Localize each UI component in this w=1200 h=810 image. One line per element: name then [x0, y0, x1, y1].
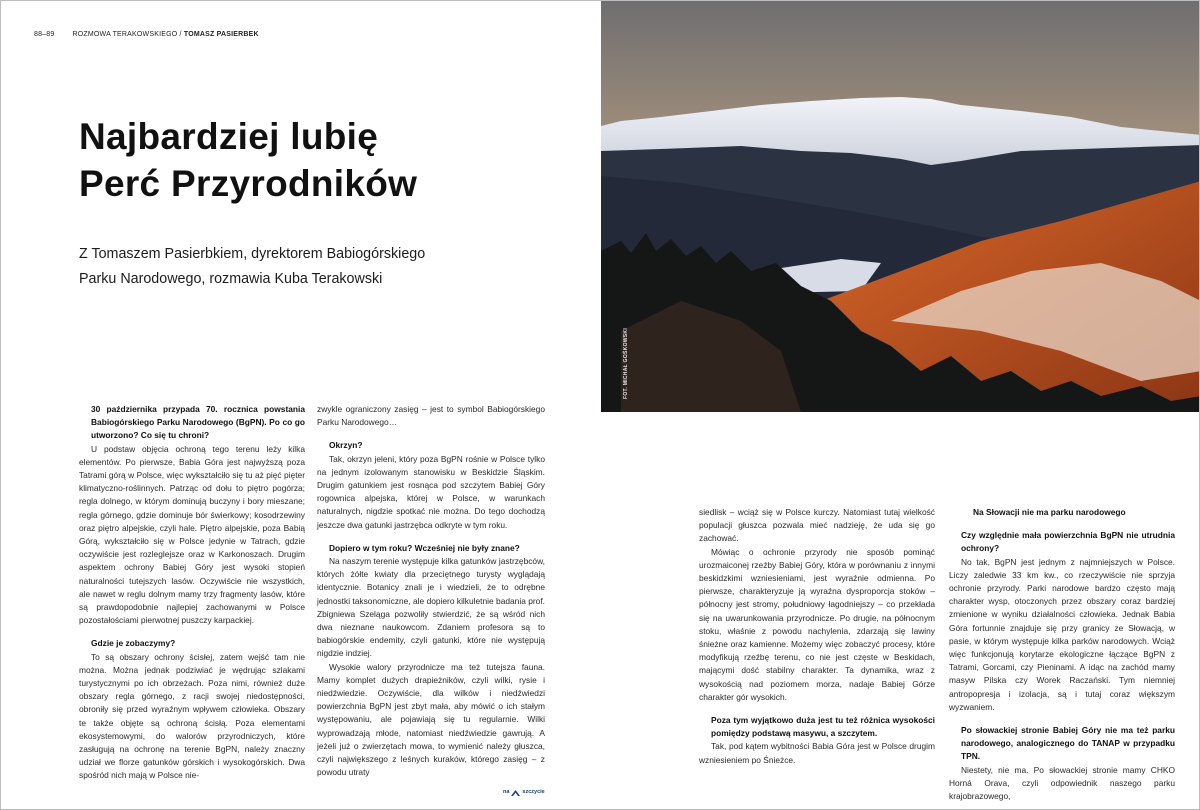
lead-line-2: Parku Narodowego, rozmawia Kuba Terakowski	[79, 271, 383, 287]
interview-question: Po słowackiej stronie Babiej Góry nie ma też parku narodowego, analogicznego do TANAP w przypadku TPN.	[961, 725, 1175, 762]
interview-answer: Wysokie walory przyrodnicze ma też tutejsza fauna. Mamy komplet dużych drapieżników, czyli wilki, rysie i niedźwiedzie. Oczywiście, dla wilków i niedźwiedzi powierzchnia BgPN jest zbyt mała, aby mówić o ich stałym występowaniu, ale pojawiają się tu regularnie. Wilki wyprowadzają młode, natomiast niedźwiedzie gawrują. A jeżeli już o zwierzętach mowa, to wymienić należy głuszca, czyli największego z leśnych kuraków, którego zasięg – z powodu utraty	[317, 661, 545, 778]
lead-line-1: Z Tomaszem Pasierbkiem, dyrektorem Babiogórskiego	[79, 246, 426, 262]
interview-answer: Tak, pod kątem wybitności Babia Góra jest w Polsce drugim wzniesieniem po Śnieżce.	[699, 741, 935, 765]
interview-answer: No tak, BgPN jest jednym z najmniejszych w Polsce. Liczy zaledwie 33 km kw., co rzeczywiście nie sprzyja ochronie przyrody. Parki narodowe bardzo często mają charakter wysp, otoczonych przez obszary coraz bardziej zmienione w wyniku działalności człowieka. Jednak Babia Góra fortunnie znajduje się przy granicy ze Słowacją, w pasie, w którym występuje kilka parków narodowych. Wciąż więc funkcjonują korytarze ekologiczne łączące BgPN z Tatrami, Gorcami, czy Pieninami. A idąc na zachód mamy masyw Pilska czy Worek Raczański. Tym niemniej antropopresja i izolacja, są i tutaj coraz większym wyzwaniem.	[949, 556, 1175, 712]
photo-credit: FOT. MICHAŁ GOŚKOWSKI	[623, 327, 629, 399]
interview-question: 30 października przypada 70. rocznica powstania Babiogórskiego Parku Narodowego (BgPN). Po co go utworzono? Co się tu chroni?	[91, 404, 305, 441]
text-column-3	[699, 506, 935, 767]
text-column-4	[949, 506, 1175, 803]
section-name: ROZMOWA TERAKOWSKIEGO /	[72, 31, 182, 38]
page-numbers: 88–89	[34, 31, 55, 38]
text-column-2	[317, 403, 545, 779]
title-line-1: Najbardziej lubię	[79, 116, 379, 157]
interview-answer: Tak, okrzyn jeleni, który poza BgPN rośnie w Polsce tylko na jednym izolowanym stanowisku w Beskidzie Śląskim. Drugim gatunkiem jest rosnąca pod szczytem Babiej Góry rogownica alpejska, której w Polsce, w warunkach naturalnych, nigdzie spotkać nie można. Do tego dochodzą jeszcze dwa gatunki jastrzębca odkryte w tym roku.	[317, 453, 545, 530]
interview-answer: U podstaw objęcia ochroną tego terenu leży kilka elementów. Po pierwsze, Babia Góra jest najwyższą poza Tatrami górą w Polsce, więc wykształciło się tu aż pięć pięter klimatyczno-roślinnych. Patrząc od dołu to piętro pogórza; regla dolnego, w którym dominują buczyny i bory mieszane; regla górnego, gdzie dominuje bór świerkowy; kosodrzewiny oraz piętro alpejskie, czyli hale. Piętro alpejskie, poza Babią Górą, wykształciło się w Polsce jedynie w Tatrach, gdzie oczywiście jest rozleglejsze oraz w Karkonoszach. Drugim aspektem ochrony Babiej Góry jest wysoki stopień naturalności tutejszych lasów. Oczywiście nie wszystkich, ale nawet w reglu dolnym mamy trzy fragmenty lasów, które są prawdopodobnie najlepiej zachowanymi w Polsce pozostałościami pierwotnej puszczy karpackiej.	[79, 443, 305, 626]
section-subheading: Na Słowacji nie ma parku narodowego	[973, 507, 1126, 517]
interview-answer: Na naszym terenie występuje kilka gatunków jastrzębców, których żółte kwiaty dla przeciętnego turysty wyglądają identycznie. Botanicy znali je i wiedzieli, że to odrębne jednostki taksonomiczne, ale dopiero kilkuletnie badania prof. Zbigniewa Szeląga pozwoliły stwierdzić, że są wśród nich dwa nieznane naukowcom. Zdaniem profesora są to babiogórskie endemity, czyli gatunki, które nie występują nigdzie indziej.	[317, 556, 545, 659]
interviewee-name: TOMASZ PASIERBEK	[183, 31, 259, 38]
mountain-photo	[601, 1, 1200, 412]
text-column-1	[79, 403, 305, 783]
mountain-logo-icon	[511, 790, 520, 796]
interview-question: Dopiero w tym roku? Wcześniej nie były znane?	[329, 542, 520, 553]
interview-question: Okrzyn?	[329, 440, 363, 451]
interview-answer: Niestety, nie ma. Po słowackiej stronie mamy CHKO Horná Orava, czyli odpowiednik naszego parku krajobrazowego,	[949, 764, 1175, 802]
title-line-2: Perć Przyrodników	[79, 163, 418, 204]
interview-answer: To są obszary ochrony ścisłej, zatem wejść tam nie można. Można jednak podziwiać je wędrując szlakami turystycznymi po ich obrzeżach. Poza nimi, również duże obszary regla górnego, z racji swojej niedostępności, obroniły się przed wyraźnym wpływem człowieka. Obszary te także objęte są ochroną ścisłą. Poza elementami ekosystemowymi, do walorów przyrodniczych, które zasługują na ochronę na terenie BgPN, należy znaczny udział we florze gatunków górskich i wysokogórskich. Dwa spośród nich mają w Polsce nie-	[79, 651, 305, 781]
article-lead	[79, 242, 539, 292]
interview-answer-continued: zwykle ograniczony zasięg – jest to symbol Babiogórskiego Parku Narodowego…	[317, 404, 545, 428]
interview-question: Czy względnie mała powierzchnia BgPN nie utrudnia ochrony?	[961, 530, 1175, 554]
article-title	[79, 113, 417, 207]
interview-answer-continued: siedlisk – wciąż się w Polsce kurczy. Natomiast tutaj wielkość populacji głuszca pozwala mieć nadzieję, że uda się go zachować.	[699, 507, 935, 544]
interview-question: Poza tym wyjątkowo duża jest tu też różnica wysokości pomiędzy podstawą masywu, a szczytem.	[711, 715, 935, 739]
interview-question: Gdzie je zobaczymy?	[91, 638, 176, 649]
running-head	[34, 30, 259, 39]
interview-answer: Mówiąc o ochronie przyrody nie sposób pominąć urozmaiconej rzeźby Babiej Góry, która w porównaniu z innymi beskidzkimi wzniesieniami, jest wyraźnie odmienna. Po pierwsze, charakteryzuje ją wyraźna dysproporcja stoków – północny jest stromy, południowy łagodniejszy – co przekłada się na uwarunkowania przyrodnicze. Po drugie, na północnym stoku, właśnie z powodu nachylenia, zdarzają się lawiny śnieżne oraz kamienne. Możemy więc zobaczyć procesy, które modyfikują rzeźbę terenu, co nie jest częste w Beskidach, mającymi dość stabilny charakter. Ta dynamika, wraz z wysokością nad poziomem morza, nadaje Babiej Górze charakter gór wysokich.	[699, 546, 935, 702]
magazine-logo	[503, 789, 545, 796]
babia-gora-landscape-image	[601, 1, 1200, 412]
logo-text-left: na	[503, 789, 510, 795]
logo-text-right: szczycie	[522, 789, 545, 795]
